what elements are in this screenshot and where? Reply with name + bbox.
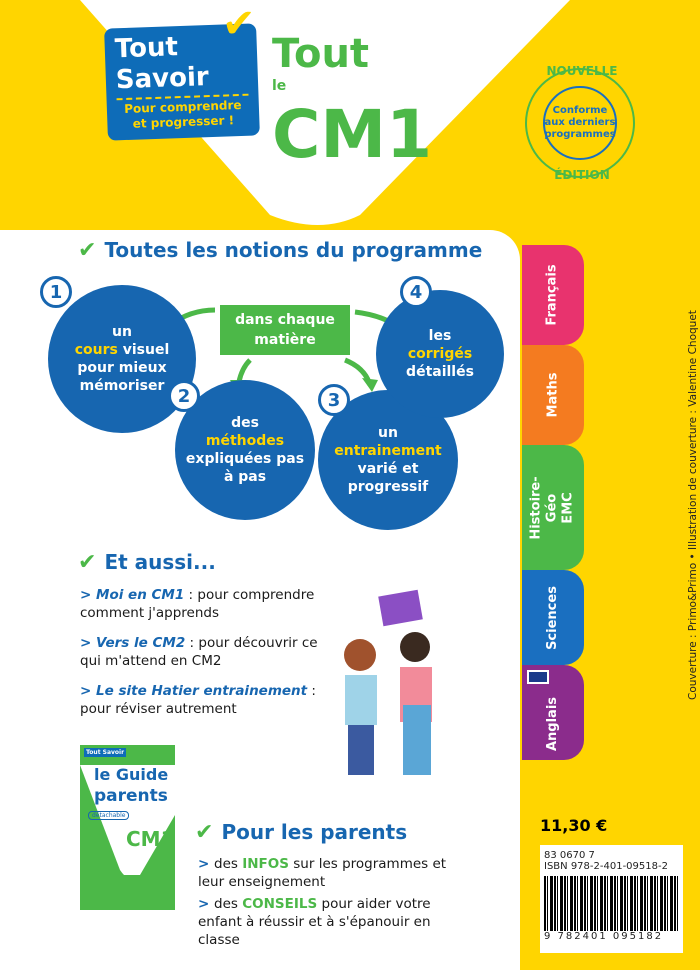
book-title (272, 30, 432, 174)
step-post: varié et progressif (347, 461, 429, 495)
logo-tagline: Pour comprendre et progresser ! (117, 94, 250, 133)
list-item: > des CONSEILS pour aider votre enfant à réussir et à s'épanouir en classe (198, 896, 431, 948)
tab-label: Français (544, 264, 560, 326)
tab-label: Histoire-Géo EMC (529, 475, 576, 540)
item-em: INFOS (242, 856, 289, 872)
step-number-3: 3 (318, 384, 350, 416)
price: 11,30 € (540, 816, 608, 835)
uk-flag-icon (527, 670, 549, 684)
center-box-dans-chaque-matiere: dans chaque matière (220, 305, 350, 355)
item-label: Vers le CM2 (96, 635, 186, 651)
logo-line2: Savoir (115, 62, 210, 96)
step-pre: les (428, 328, 452, 344)
checkmark-icon: ✔ (222, 1, 256, 47)
tab-label: Sciences (545, 585, 561, 650)
tab-label: Anglais (544, 696, 560, 751)
guide-detachable: détachable (88, 811, 129, 820)
item-pre: des (214, 896, 243, 912)
tab-maths (522, 345, 584, 445)
item-text: : pour découvrir ce qui m'attend en CM2 (80, 635, 318, 669)
step-circle-4 (376, 290, 504, 418)
step-pre: un (112, 324, 132, 340)
guide-parents-booklet (80, 745, 175, 910)
list-item: > Vers le CM2 : pour découvrir ce qui m'attend en CM2 (80, 635, 318, 669)
step-post: visuel pour mieux mémoriser (77, 342, 170, 394)
list-item: > Moi en CM1 : pour comprendre comment j'apprends (80, 587, 315, 621)
check-icon: ✔ (195, 820, 214, 845)
guide-title: le Guide (94, 765, 169, 784)
item-text: : pour comprendre comment j'apprends (80, 587, 315, 621)
barcode-bars (544, 876, 679, 931)
seal-bottom: ÉDITION (554, 168, 610, 182)
step-circle-1 (48, 285, 196, 433)
step-post: détaillés (406, 364, 474, 380)
step-em: corrigés (407, 346, 473, 362)
step-number-4: 4 (400, 276, 432, 308)
check-icon: ✔ (78, 238, 97, 263)
step-number-2: 2 (168, 380, 200, 412)
parents-heading (195, 820, 407, 845)
notions-heading-text: Toutes les notions du programme (104, 238, 483, 262)
logo-line1: Tout (114, 32, 179, 65)
aussi-heading-text: Et aussi... (104, 550, 216, 574)
barcode-digits: 9 782401 095182 (544, 931, 664, 942)
children-illustration (330, 585, 470, 795)
aussi-heading (78, 550, 216, 575)
step-em: cours (74, 342, 118, 358)
step-number-1: 1 (40, 276, 72, 308)
cover-credit: Couverture : Primo&Primo • Illustration de couverture : Valentine Choquet (687, 310, 699, 700)
parents-list (198, 855, 458, 949)
guide-parents: parents (94, 786, 168, 806)
isbn: ISBN 978-2-401-09518-2 (544, 861, 668, 872)
item-text: : pour réviser autrement (80, 683, 316, 717)
item-post: sur les programmes et leur enseignement (198, 856, 447, 890)
tab-francais (522, 245, 584, 345)
isbn-barcode (540, 845, 683, 953)
aussi-list (80, 586, 320, 718)
item-label: Le site Hatier entrainement (96, 683, 308, 699)
guide-logo: Tout Savoir (86, 749, 125, 756)
step-pre: des (231, 415, 259, 431)
item-em: CONSEILS (242, 896, 318, 912)
tab-label: Maths (544, 372, 560, 418)
guide-level: CM1 (126, 827, 175, 851)
notions-heading (78, 238, 482, 263)
check-icon: ✔ (78, 550, 97, 575)
item-label: Moi en CM1 (96, 587, 185, 603)
title-level: CM1 (272, 95, 433, 173)
tab-histoire-geo (522, 445, 584, 570)
list-item: > des INFOS sur les programmes et leur enseignement (198, 856, 447, 890)
step-post: expliquées pas à pas (185, 451, 305, 485)
list-item: > Le site Hatier entrainement : pour réviser autrement (80, 683, 316, 717)
tab-sciences (522, 570, 584, 665)
nouvelle-edition-seal (525, 64, 635, 182)
parents-heading-text: Pour les parents (221, 820, 408, 844)
seal-center: Conforme aux derniers programmes (543, 86, 617, 160)
step-em: méthodes (205, 433, 285, 449)
title-le: le (272, 78, 287, 94)
item-post: pour aider votre enfant à réussir et à s'épanouir en classe (198, 896, 431, 948)
item-pre: des (214, 856, 243, 872)
barcode-code: 83 0670 7 (544, 850, 595, 861)
title-tout: Tout (272, 31, 370, 77)
seal-top: NOUVELLE (546, 64, 618, 78)
step-pre: un (378, 425, 398, 441)
step-em: entrainement (334, 443, 442, 459)
